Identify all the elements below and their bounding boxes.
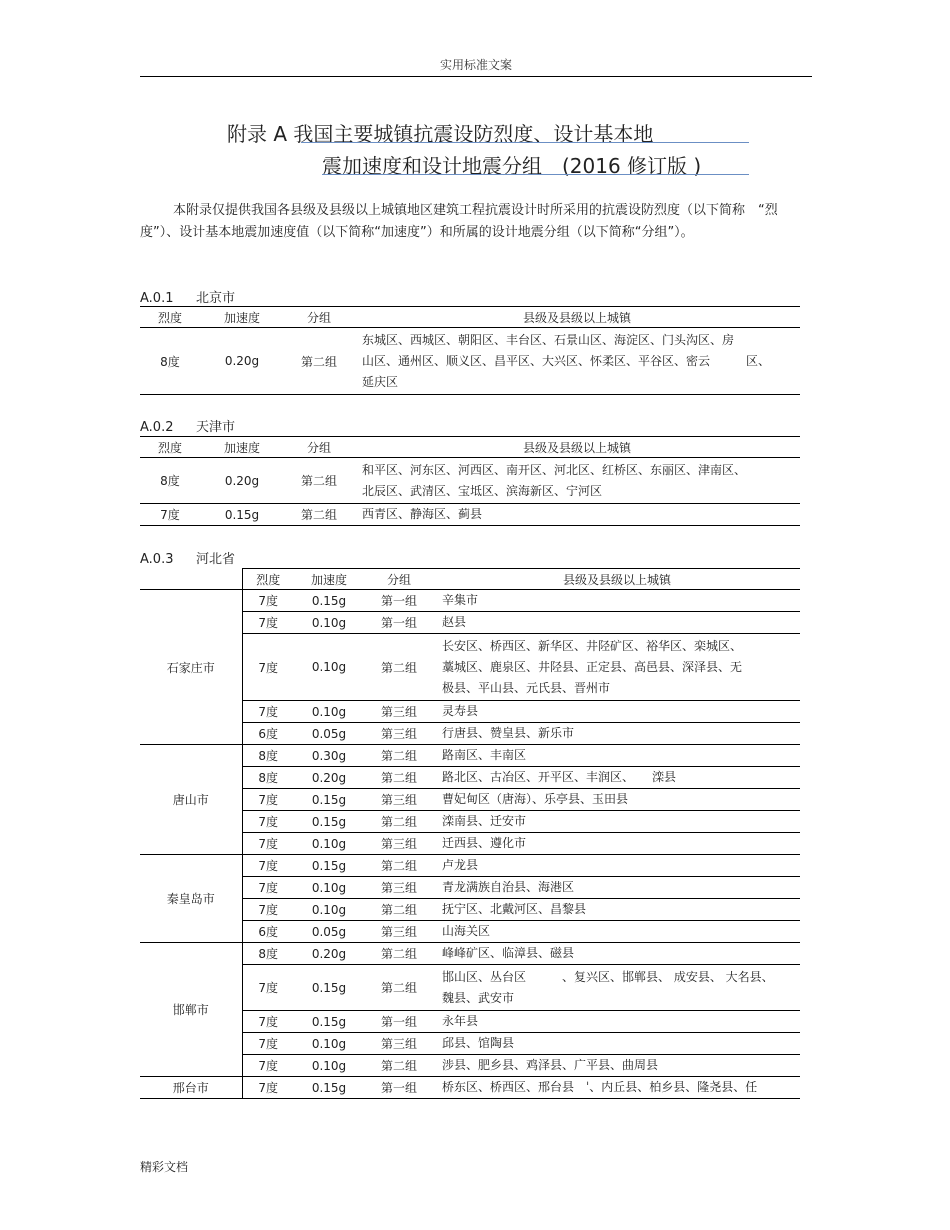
title-line-2: 震加速度和设计地震分组 (2016 修订版 ) [322,154,702,178]
group-cell: 第二组 [284,458,354,504]
towns-line: 和平区、河东区、河西区、南开区、河北区、红桥区、东丽区、津南区、 [362,462,747,477]
group-cell: 第二组 [364,899,434,921]
towns-line: 辛集市 [442,593,479,607]
table-row [140,855,800,877]
group-cell: 第二组 [364,745,434,767]
towns-cell [434,701,800,723]
accel-cell: 0.15g [294,965,364,1011]
group-cell: 第二组 [364,634,434,701]
table-row [140,328,800,395]
towns-line: 路南区、丰南区 [442,748,527,762]
towns-line: 东城区、西城区、朝阳区、丰台区、石景山区、海淀区、门头沟区、房 [362,332,735,347]
group-cell: 第一组 [364,1011,434,1033]
towns-cell [434,745,800,767]
towns-cell [434,921,800,943]
towns-cell [434,1055,800,1077]
group-cell: 第二组 [364,943,434,965]
col-header-accel: 加速度 [200,307,284,328]
table-body [140,328,800,395]
col-header-accel: 加速度 [200,437,284,458]
towns-cell [434,723,800,745]
col-header-city [140,569,242,590]
table-body [140,590,800,1099]
towns-cell [354,458,800,504]
accel-cell: 0.10g [294,877,364,899]
col-header-intensity: 烈度 [140,437,200,458]
group-cell: 第三组 [364,701,434,723]
group-cell: 第一组 [364,612,434,634]
towns-cell [434,1077,800,1099]
accel-cell: 0.15g [200,504,284,526]
towns-cell [434,965,800,1011]
accel-cell: 0.15g [294,1011,364,1033]
section-name: 北京市 [196,291,236,306]
towns-line: 卢龙县 [442,858,479,872]
towns-cell [434,855,800,877]
table-row [140,590,800,612]
table-row [140,1077,800,1099]
accel-cell: 0.15g [294,811,364,833]
intro-paragraph [140,200,812,244]
towns-line: 迁西县、遵化市 [442,836,527,850]
intensity-cell: 7度 [242,1077,294,1099]
towns-cell [434,767,800,789]
towns-cell [354,328,800,395]
towns-line: 山海关区 [442,924,491,938]
title-underline-1 [301,142,749,143]
intro-text: 本附录仅提供我国各县级及县级以上城镇地区建筑工程抗震设计时所采用的抗震设防烈度（以下简称 “烈度”）、设计基本地震加速度值（以下简称“加速度”）和所属的设计地震分组（以下简称“分组”）。 [140,203,778,240]
towns-line: 路北区、古冶区、开平区、丰润区、 滦县 [442,770,677,784]
city-cell: 石家庄市 [140,590,242,745]
intensity-cell: 7度 [242,877,294,899]
intensity-cell: 7度 [242,1011,294,1033]
table-header-row [140,437,800,458]
intensity-cell: 7度 [242,701,294,723]
accel-cell: 0.30g [294,745,364,767]
group-cell: 第二组 [284,504,354,526]
towns-line: 邯山区、丛台区 、复兴区、邯郸县、 成安县、 大名县、 [442,969,774,984]
accel-cell: 0.20g [200,458,284,504]
intensity-cell: 7度 [242,855,294,877]
towns-cell [434,899,800,921]
accel-cell: 0.15g [294,789,364,811]
towns-line: 北辰区、武清区、宝坻区、滨海新区、宁河区 [362,483,603,498]
intensity-cell: 7度 [242,612,294,634]
towns-line: 藁城区、鹿泉区、井陉县、正定县、高邑县、深泽县、无 [442,659,743,674]
intensity-cell: 7度 [242,1033,294,1055]
towns-line: 长安区、桥西区、新华区、井陉矿区、裕华区、栾城区、 [442,638,743,653]
intensity-cell: 7度 [140,504,200,526]
towns-line: 邱县、馆陶县 [442,1036,515,1050]
towns-line: 永年县 [442,1014,479,1028]
intensity-cell: 6度 [242,921,294,943]
towns-cell [434,789,800,811]
intensity-cell: 8度 [242,943,294,965]
intensity-cell: 7度 [242,965,294,1011]
towns-cell [434,1033,800,1055]
section-heading-a01 [140,287,235,306]
table-body [140,458,800,526]
table-hebei [140,568,800,1099]
group-cell: 第一组 [364,1077,434,1099]
section-heading-a03 [140,548,235,567]
towns-line: 延庆区 [362,374,399,389]
table-header-row [140,569,800,590]
intensity-cell: 8度 [140,458,200,504]
table-row [140,458,800,504]
towns-cell [434,1011,800,1033]
col-header-towns: 县级及县级以上城镇 [434,569,800,590]
group-cell: 第三组 [364,877,434,899]
towns-line: 峰峰矿区、临漳县、磁县 [442,946,575,960]
intensity-cell: 6度 [242,723,294,745]
towns-cell [434,590,800,612]
towns-line: 行唐县、赞皇县、新乐市 [442,726,575,740]
group-cell: 第三组 [364,723,434,745]
towns-cell [434,811,800,833]
towns-line: 赵县 [442,615,467,629]
group-cell: 第二组 [364,855,434,877]
section-name: 河北省 [196,552,236,567]
intensity-cell: 8度 [242,767,294,789]
towns-line: 涉县、肥乡县、鸡泽县、广平县、曲周县 [442,1058,659,1072]
intensity-cell: 7度 [242,833,294,855]
intensity-cell: 7度 [242,634,294,701]
towns-line: 抚宁区、北戴河区、昌黎县 [442,902,587,916]
intensity-cell: 7度 [242,899,294,921]
towns-cell [354,504,800,526]
towns-cell [434,877,800,899]
city-cell: 秦皇岛市 [140,855,242,943]
accel-cell: 0.05g [294,921,364,943]
table-header-row [140,307,800,328]
group-cell: 第三组 [364,1033,434,1055]
section-number: A.0.3 [140,552,174,567]
group-cell: 第三组 [364,833,434,855]
intensity-cell: 7度 [242,811,294,833]
towns-cell [434,634,800,701]
intensity-cell: 7度 [242,590,294,612]
title-underline-2 [322,174,749,175]
accel-cell: 0.15g [294,590,364,612]
header-rule [140,76,812,77]
intensity-cell: 7度 [242,1055,294,1077]
towns-line: 桥东区、桥西区、邢台县 ˈ、内丘县、柏乡县、隆尧县、任 [442,1080,758,1094]
accel-cell: 0.10g [294,612,364,634]
intensity-cell: 7度 [242,789,294,811]
page-header: 实用标准文案 [439,58,512,72]
table-row [140,504,800,526]
accel-cell: 0.10g [294,1055,364,1077]
accel-cell: 0.15g [294,1077,364,1099]
towns-line: 魏县、武安市 [442,990,515,1005]
accel-cell: 0.10g [294,701,364,723]
towns-line: 曹妃甸区（唐海）、乐亭县、玉田县 [442,792,629,806]
towns-cell [434,943,800,965]
group-cell: 第三组 [364,921,434,943]
section-name: 天津市 [196,420,236,435]
page-footer: 精彩文档 [140,1160,189,1174]
table-row [140,943,800,965]
towns-cell [434,612,800,634]
towns-line: 青龙满族自治县、海港区 [442,880,575,894]
accel-cell: 0.05g [294,723,364,745]
group-cell: 第二组 [284,328,354,395]
section-number: A.0.1 [140,291,174,306]
section-heading-a02 [140,416,235,435]
table-row [140,745,800,767]
accel-cell: 0.15g [294,855,364,877]
accel-cell: 0.10g [294,899,364,921]
col-header-accel: 加速度 [294,569,364,590]
accel-cell: 0.20g [294,943,364,965]
accel-cell: 0.20g [294,767,364,789]
group-cell: 第二组 [364,811,434,833]
city-cell: 邢台市 [140,1077,242,1099]
col-header-group: 分组 [284,437,354,458]
city-cell: 邯郸市 [140,943,242,1077]
towns-line: 极县、平山县、元氏县、晋州市 [442,680,611,695]
accel-cell: 0.10g [294,634,364,701]
intensity-cell: 8度 [242,745,294,767]
towns-line: 灵寿县 [442,704,479,718]
table-tianjin [140,436,800,526]
section-number: A.0.2 [140,420,174,435]
accel-cell: 0.20g [200,328,284,395]
intensity-cell: 8度 [140,328,200,395]
towns-cell [434,833,800,855]
col-header-intensity: 烈度 [242,569,294,590]
towns-line: 滦南县、迁安市 [442,814,527,828]
towns-line: 西青区、静海区、蓟县 [362,507,483,521]
group-cell: 第三组 [364,789,434,811]
table-beijing [140,306,800,395]
col-header-towns: 县级及县级以上城镇 [354,307,800,328]
accel-cell: 0.10g [294,833,364,855]
col-header-group: 分组 [284,307,354,328]
col-header-group: 分组 [364,569,434,590]
group-cell: 第二组 [364,1055,434,1077]
city-cell: 唐山市 [140,745,242,855]
col-header-towns: 县级及县级以上城镇 [354,437,800,458]
group-cell: 第一组 [364,590,434,612]
accel-cell: 0.10g [294,1033,364,1055]
title-line-1: 附录 A 我国主要城镇抗震设防烈度、设计基本地 [227,122,654,146]
group-cell: 第二组 [364,965,434,1011]
group-cell: 第二组 [364,767,434,789]
towns-line: 山区、通州区、顺义区、昌平区、大兴区、怀柔区、平谷区、密云 区、 [362,353,771,368]
col-header-intensity: 烈度 [140,307,200,328]
